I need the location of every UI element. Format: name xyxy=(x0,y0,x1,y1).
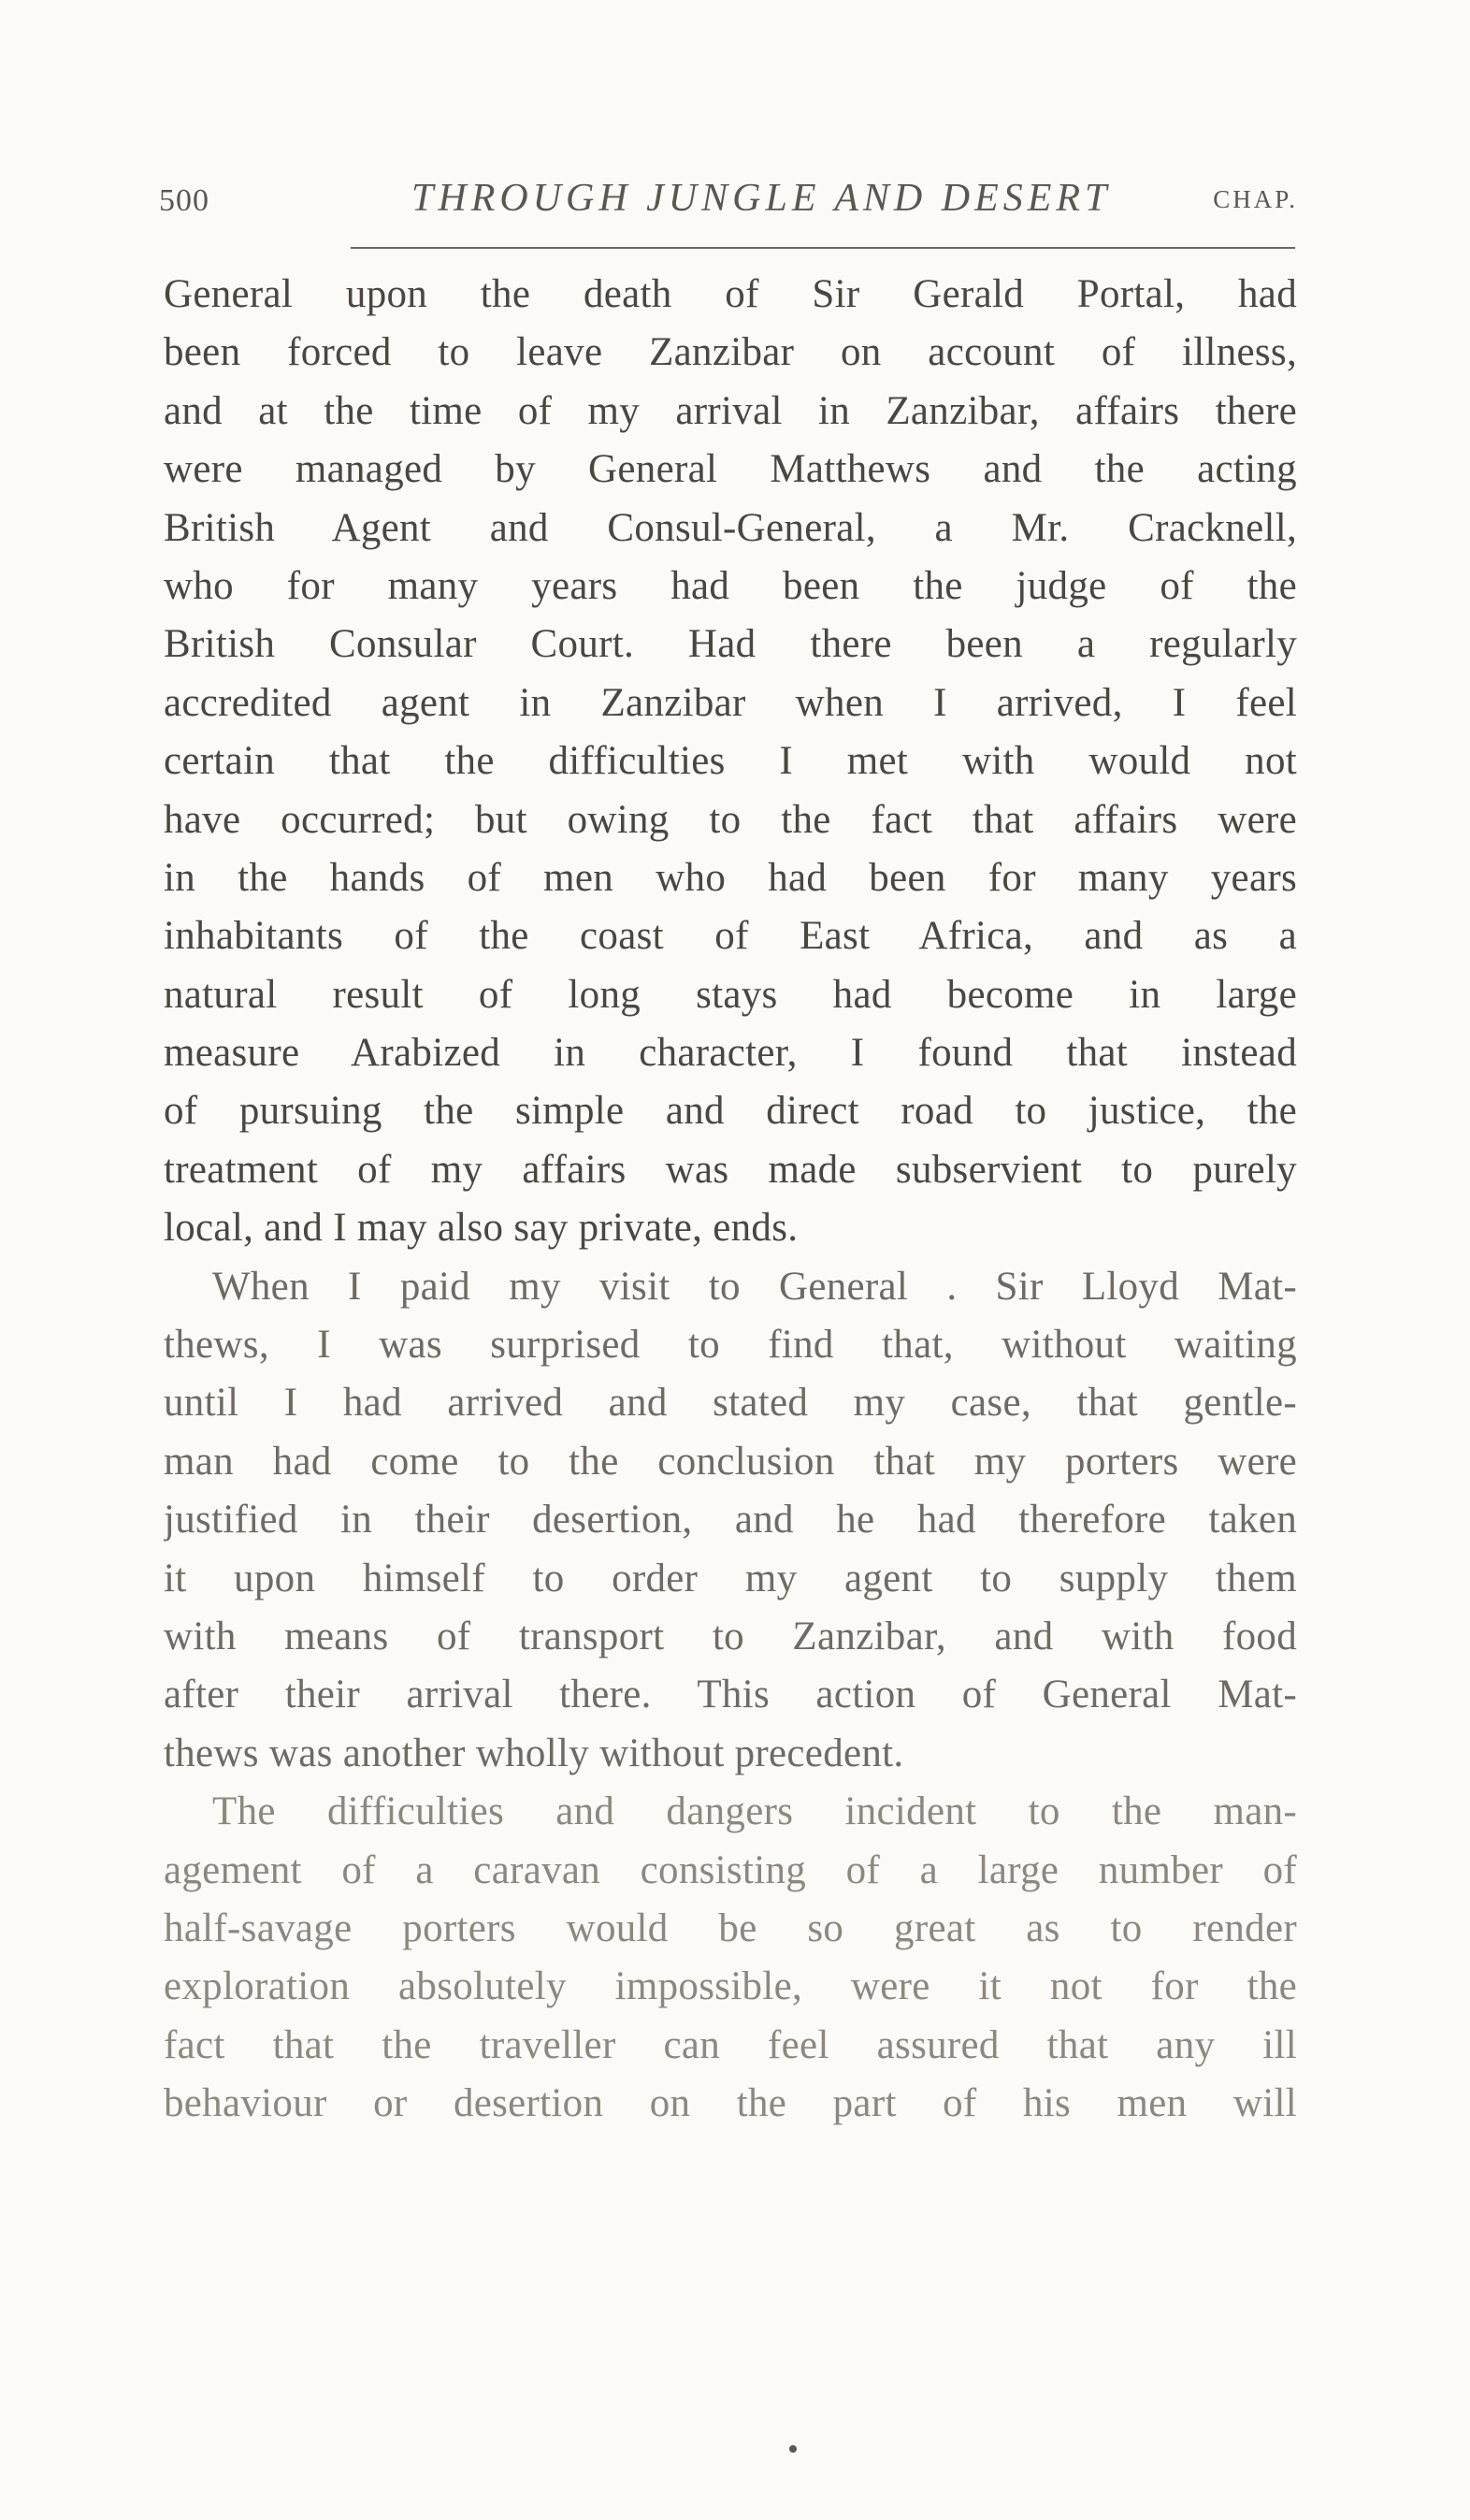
text-line: measure Arabized in character, I found that instead xyxy=(164,1031,1297,1076)
text-line: been forced to leave Zanzibar on account of illness, xyxy=(164,330,1297,375)
text-line: certain that the difficulties I met with would not xyxy=(164,739,1297,784)
paragraph-1 xyxy=(164,266,1297,1258)
text-line: thews was another wholly without precedent. xyxy=(164,1731,904,1775)
text-line: and at the time of my arrival in Zanzibar, affairs there xyxy=(164,388,1297,433)
text-line: local, and I may also say private, ends. xyxy=(164,1206,799,1251)
text-line: accredited agent in Zanzibar when I arrived, I feel xyxy=(164,680,1297,725)
paragraph-3 xyxy=(164,1783,1297,2133)
text-line: of pursuing the simple and direct road to justice, the xyxy=(164,1089,1297,1134)
text-line: in the hands of men who had been for many years xyxy=(164,855,1297,900)
body-text xyxy=(164,266,1297,2134)
text-line: have occurred; but owing to the fact that affairs were xyxy=(164,797,1297,842)
text-line: natural result of long stays had become in large xyxy=(164,972,1297,1017)
text-line: General upon the death of Sir Gerald Portal, had xyxy=(164,272,1297,316)
text-line: who for many years had been the judge of the xyxy=(164,563,1297,608)
text-line: after their arrival there. This action of General Mat- xyxy=(164,1673,1297,1717)
running-header xyxy=(159,176,1298,232)
header-rule xyxy=(351,247,1295,249)
text-line: treatment of my affairs was made subservient to purely xyxy=(164,1147,1297,1192)
text-line: British Consular Court. Had there been a regularly xyxy=(164,622,1297,667)
text-line: behaviour or desertion on the part of his men will xyxy=(164,2081,1297,2126)
text-line: agement of a caravan consisting of a large number of xyxy=(164,1847,1297,1892)
text-line: justified in their desertion, and he had therefore taken xyxy=(164,1498,1297,1542)
text-line: until I had arrived and stated my case, that gentle- xyxy=(164,1381,1297,1426)
text-line: man had come to the conclusion that my porters were xyxy=(164,1439,1297,1484)
text-line: half-savage porters would be so great as to render xyxy=(164,1905,1297,1950)
chapter-label: CHAP. xyxy=(1213,185,1298,213)
text-line: were managed by General Matthews and the acting xyxy=(164,447,1297,492)
ink-dot xyxy=(789,2445,797,2453)
text-line: fact that the traveller can feel assured that any ill xyxy=(164,2022,1297,2067)
text-line: British Agent and Consul-General, a Mr. Cracknell, xyxy=(164,505,1297,550)
text-line: When I paid my visit to General . Sir Lloyd Mat- xyxy=(212,1264,1297,1309)
text-line: exploration absolutely impossible, were it not for the xyxy=(164,1964,1297,2009)
text-line: inhabitants of the coast of East Africa, and as a xyxy=(164,914,1297,959)
page-number: 500 xyxy=(159,183,209,218)
text-line: with means of transport to Zanzibar, and with food xyxy=(164,1614,1297,1658)
text-line: The difficulties and dangers incident to the man- xyxy=(212,1789,1297,1834)
text-line: it upon himself to order my agent to supply them xyxy=(164,1556,1297,1600)
text-line: thews, I was surprised to find that, without waiting xyxy=(164,1323,1297,1368)
running-title: THROUGH JUNGLE AND DESERT xyxy=(411,177,1112,220)
paragraph-2 xyxy=(164,1258,1297,1784)
